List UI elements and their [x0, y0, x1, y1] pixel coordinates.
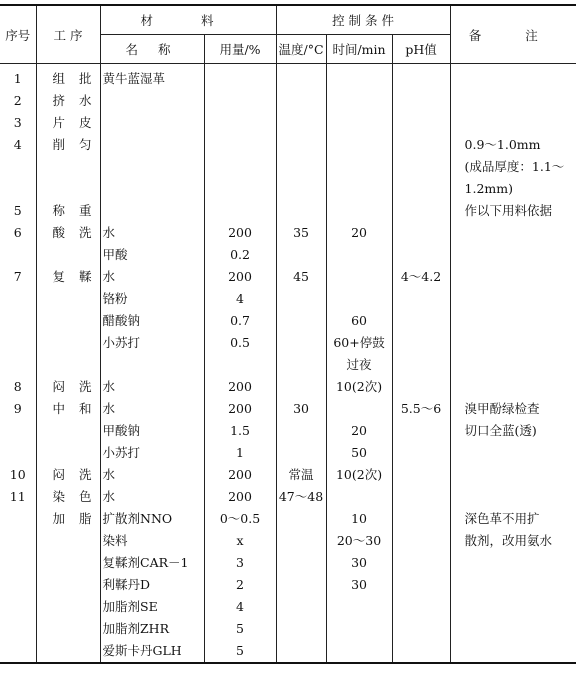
material-amount: 5 — [204, 640, 276, 663]
table-row — [0, 112, 576, 134]
table-row — [0, 310, 576, 332]
row-number — [0, 310, 36, 332]
ph-value — [392, 156, 450, 178]
process-table — [0, 4, 576, 664]
material-amount: 4 — [204, 288, 276, 310]
duration: 过夜 — [326, 354, 392, 376]
material-name: 水 — [100, 376, 204, 398]
material-amount: 1.5 — [204, 420, 276, 442]
header-materials: 材 料 — [100, 5, 276, 35]
process-step — [36, 618, 100, 640]
duration — [326, 266, 392, 288]
process-step — [36, 552, 100, 574]
material-amount: 1 — [204, 442, 276, 464]
row-number: 9 — [0, 398, 36, 420]
table-row — [0, 464, 576, 486]
table-row — [0, 178, 576, 200]
duration: 60+停鼓 — [326, 332, 392, 354]
material-name: 甲酸钠 — [100, 420, 204, 442]
process-step — [36, 354, 100, 376]
material-name: 水 — [100, 222, 204, 244]
temperature — [276, 156, 326, 178]
row-number — [0, 552, 36, 574]
temperature: 47～48 — [276, 486, 326, 508]
material-name: 复鞣剂CAR－1 — [100, 552, 204, 574]
temperature: 35 — [276, 222, 326, 244]
remark — [450, 618, 576, 640]
table-row — [0, 134, 576, 156]
row-number: 10 — [0, 464, 36, 486]
material-name: 染料 — [100, 530, 204, 552]
temperature — [276, 90, 326, 112]
ph-value — [392, 222, 450, 244]
row-number: 11 — [0, 486, 36, 508]
material-name — [100, 90, 204, 112]
process-step: 复鞣 — [36, 266, 100, 288]
material-name — [100, 354, 204, 376]
header-time: 时间/min — [326, 35, 392, 64]
material-name: 加脂剂SE — [100, 596, 204, 618]
material-name: 水 — [100, 266, 204, 288]
duration — [326, 90, 392, 112]
duration — [326, 178, 392, 200]
remark — [450, 244, 576, 266]
ph-value — [392, 178, 450, 200]
remark: 散剂，改用氨水 — [464, 533, 553, 548]
process-step — [36, 244, 100, 266]
temperature — [276, 618, 326, 640]
process-step: 加脂 — [36, 508, 100, 530]
row-number — [0, 178, 36, 200]
temperature — [276, 442, 326, 464]
table-row — [0, 486, 576, 508]
duration — [326, 112, 392, 134]
process-step: 闷洗 — [36, 464, 100, 486]
temperature — [276, 112, 326, 134]
duration: 50 — [326, 442, 392, 464]
remark: 溴甲酚绿检查 — [464, 401, 540, 416]
ph-value — [392, 442, 450, 464]
header-temp: 温度/°C — [276, 35, 326, 64]
ph-value — [392, 420, 450, 442]
remark — [450, 310, 576, 332]
duration — [326, 156, 392, 178]
ph-value — [392, 134, 450, 156]
ph-value — [392, 464, 450, 486]
process-step — [36, 178, 100, 200]
table-row — [0, 288, 576, 310]
material-amount: 5 — [204, 618, 276, 640]
process-step — [36, 332, 100, 354]
row-number: 1 — [0, 64, 36, 91]
ph-value — [392, 244, 450, 266]
row-number: 3 — [0, 112, 36, 134]
temperature — [276, 596, 326, 618]
temperature — [276, 244, 326, 266]
remark: 切口全蓝(透) — [464, 423, 537, 438]
process-step — [36, 530, 100, 552]
process-step: 称重 — [36, 200, 100, 222]
material-name: 铬粉 — [100, 288, 204, 310]
ph-value — [392, 618, 450, 640]
row-number — [0, 618, 36, 640]
ph-value — [392, 508, 450, 530]
material-amount — [204, 112, 276, 134]
temperature — [276, 354, 326, 376]
remark — [450, 442, 576, 464]
temperature — [276, 288, 326, 310]
material-name — [100, 156, 204, 178]
material-name — [100, 178, 204, 200]
material-amount: 200 — [204, 464, 276, 486]
material-name — [100, 200, 204, 222]
material-amount: 200 — [204, 398, 276, 420]
table-row — [0, 442, 576, 464]
material-amount — [204, 156, 276, 178]
temperature — [276, 178, 326, 200]
material-amount: 0.5 — [204, 332, 276, 354]
temperature — [276, 200, 326, 222]
process-step — [36, 310, 100, 332]
table-row — [0, 332, 576, 354]
temperature — [276, 640, 326, 663]
process-step — [36, 596, 100, 618]
table-row — [0, 596, 576, 618]
duration — [326, 398, 392, 420]
remark — [450, 464, 576, 486]
duration — [326, 486, 392, 508]
duration — [326, 134, 392, 156]
material-amount: 0～0.5 — [204, 508, 276, 530]
table-row — [0, 222, 576, 244]
table-row — [0, 90, 576, 112]
duration — [326, 244, 392, 266]
row-number — [0, 156, 36, 178]
temperature — [276, 420, 326, 442]
row-number: 8 — [0, 376, 36, 398]
ph-value — [392, 486, 450, 508]
temperature — [276, 134, 326, 156]
row-number: 6 — [0, 222, 36, 244]
remark — [450, 640, 576, 663]
table-row — [0, 574, 576, 596]
duration — [326, 64, 392, 91]
material-name: 小苏打 — [100, 332, 204, 354]
header-remarks: 备 注 — [450, 5, 576, 64]
remark — [450, 288, 576, 310]
header-no: 序号 — [0, 5, 36, 64]
remark — [450, 332, 576, 354]
process-step — [36, 156, 100, 178]
material-amount: 0.7 — [204, 310, 276, 332]
table-row — [0, 530, 576, 552]
temperature: 30 — [276, 398, 326, 420]
temperature — [276, 64, 326, 91]
ph-value: 5.5～6 — [392, 398, 450, 420]
remark — [450, 112, 576, 134]
material-amount: 2 — [204, 574, 276, 596]
row-number — [0, 640, 36, 663]
header-ph: pH值 — [392, 35, 450, 64]
process-step: 闷洗 — [36, 376, 100, 398]
table-row — [0, 552, 576, 574]
remark: 0.9～1.0mm — [464, 137, 541, 152]
row-number — [0, 574, 36, 596]
material-amount: 200 — [204, 222, 276, 244]
temperature — [276, 574, 326, 596]
ph-value — [392, 574, 450, 596]
duration: 60 — [326, 310, 392, 332]
remark — [450, 552, 576, 574]
ph-value — [392, 90, 450, 112]
material-amount — [204, 134, 276, 156]
material-amount: 200 — [204, 486, 276, 508]
process-step — [36, 420, 100, 442]
process-step: 中和 — [36, 398, 100, 420]
process-step: 削匀 — [36, 134, 100, 156]
header-name: 名 称 — [100, 35, 204, 64]
table-row — [0, 398, 576, 420]
temperature — [276, 552, 326, 574]
remark — [450, 222, 576, 244]
remark — [450, 486, 576, 508]
ph-value: 4～4.2 — [392, 266, 450, 288]
duration: 30 — [326, 574, 392, 596]
ph-value — [392, 530, 450, 552]
header-conditions: 控 制 条 件 — [276, 5, 450, 35]
temperature — [276, 332, 326, 354]
ph-value — [392, 288, 450, 310]
remark — [450, 266, 576, 288]
table-row — [0, 508, 576, 530]
temperature — [276, 530, 326, 552]
material-amount: 4 — [204, 596, 276, 618]
duration — [326, 618, 392, 640]
material-name: 利鞣丹D — [100, 574, 204, 596]
process-step: 染色 — [36, 486, 100, 508]
row-number: 2 — [0, 90, 36, 112]
table-row — [0, 618, 576, 640]
remark — [450, 574, 576, 596]
remark: 1.2mm) — [464, 181, 513, 196]
material-name — [100, 112, 204, 134]
table-row — [0, 420, 576, 442]
table-row — [0, 354, 576, 376]
material-name: 水 — [100, 398, 204, 420]
material-name — [100, 134, 204, 156]
material-amount: 3 — [204, 552, 276, 574]
remark — [450, 376, 576, 398]
material-amount — [204, 90, 276, 112]
material-name: 爱斯卡丹GLH — [100, 640, 204, 663]
table-row — [0, 244, 576, 266]
duration: 30 — [326, 552, 392, 574]
row-number — [0, 288, 36, 310]
temperature — [276, 508, 326, 530]
row-number: 5 — [0, 200, 36, 222]
row-number — [0, 244, 36, 266]
process-step: 挤水 — [36, 90, 100, 112]
temperature — [276, 310, 326, 332]
row-number — [0, 508, 36, 530]
duration — [326, 596, 392, 618]
table-row — [0, 156, 576, 178]
duration: 10 — [326, 508, 392, 530]
material-amount: 200 — [204, 376, 276, 398]
ph-value — [392, 310, 450, 332]
ph-value — [392, 376, 450, 398]
ph-value — [392, 596, 450, 618]
process-step: 片皮 — [36, 112, 100, 134]
remark — [450, 596, 576, 618]
duration — [326, 200, 392, 222]
duration: 20 — [326, 222, 392, 244]
material-name: 甲酸 — [100, 244, 204, 266]
material-name: 小苏打 — [100, 442, 204, 464]
material-amount: 200 — [204, 266, 276, 288]
process-step — [36, 288, 100, 310]
header-process: 工 序 — [36, 5, 100, 64]
temperature: 45 — [276, 266, 326, 288]
table-row — [0, 266, 576, 288]
material-name: 扩散剂NNO — [100, 508, 204, 530]
remark — [450, 90, 576, 112]
remark: 深色革不用扩 — [464, 511, 540, 526]
header-amount: 用量/% — [204, 35, 276, 64]
material-amount: x — [204, 530, 276, 552]
row-number — [0, 332, 36, 354]
material-amount — [204, 178, 276, 200]
duration: 10(2次) — [326, 376, 392, 398]
material-amount — [204, 64, 276, 91]
table-body — [0, 64, 576, 664]
row-number — [0, 442, 36, 464]
table-row — [0, 640, 576, 663]
duration: 20 — [326, 420, 392, 442]
duration — [326, 640, 392, 663]
temperature: 常温 — [276, 464, 326, 486]
duration: 10(2次) — [326, 464, 392, 486]
remark: 作以下用料依据 — [464, 203, 553, 218]
row-number: 7 — [0, 266, 36, 288]
ph-value — [392, 640, 450, 663]
ph-value — [392, 200, 450, 222]
material-amount — [204, 354, 276, 376]
temperature — [276, 376, 326, 398]
material-amount: 0.2 — [204, 244, 276, 266]
table-row — [0, 64, 576, 91]
process-step: 组批 — [36, 64, 100, 91]
process-step — [36, 442, 100, 464]
remark — [450, 64, 576, 91]
material-amount — [204, 200, 276, 222]
process-step — [36, 574, 100, 596]
ph-value — [392, 112, 450, 134]
row-number — [0, 596, 36, 618]
material-name: 加脂剂ZHR — [100, 618, 204, 640]
remark: (成品厚度：1.1～ — [464, 159, 565, 174]
row-number: 4 — [0, 134, 36, 156]
ph-value — [392, 64, 450, 91]
ph-value — [392, 552, 450, 574]
material-name: 水 — [100, 464, 204, 486]
row-number — [0, 354, 36, 376]
duration — [326, 288, 392, 310]
process-step: 酸洗 — [36, 222, 100, 244]
material-name: 水 — [100, 486, 204, 508]
row-number — [0, 420, 36, 442]
table-row — [0, 376, 576, 398]
ph-value — [392, 354, 450, 376]
material-name: 醋酸钠 — [100, 310, 204, 332]
material-name: 黄牛蓝湿革 — [100, 64, 204, 91]
table-row — [0, 200, 576, 222]
process-step — [36, 640, 100, 663]
row-number — [0, 530, 36, 552]
ph-value — [392, 332, 450, 354]
remark — [450, 354, 576, 376]
duration: 20～30 — [326, 530, 392, 552]
